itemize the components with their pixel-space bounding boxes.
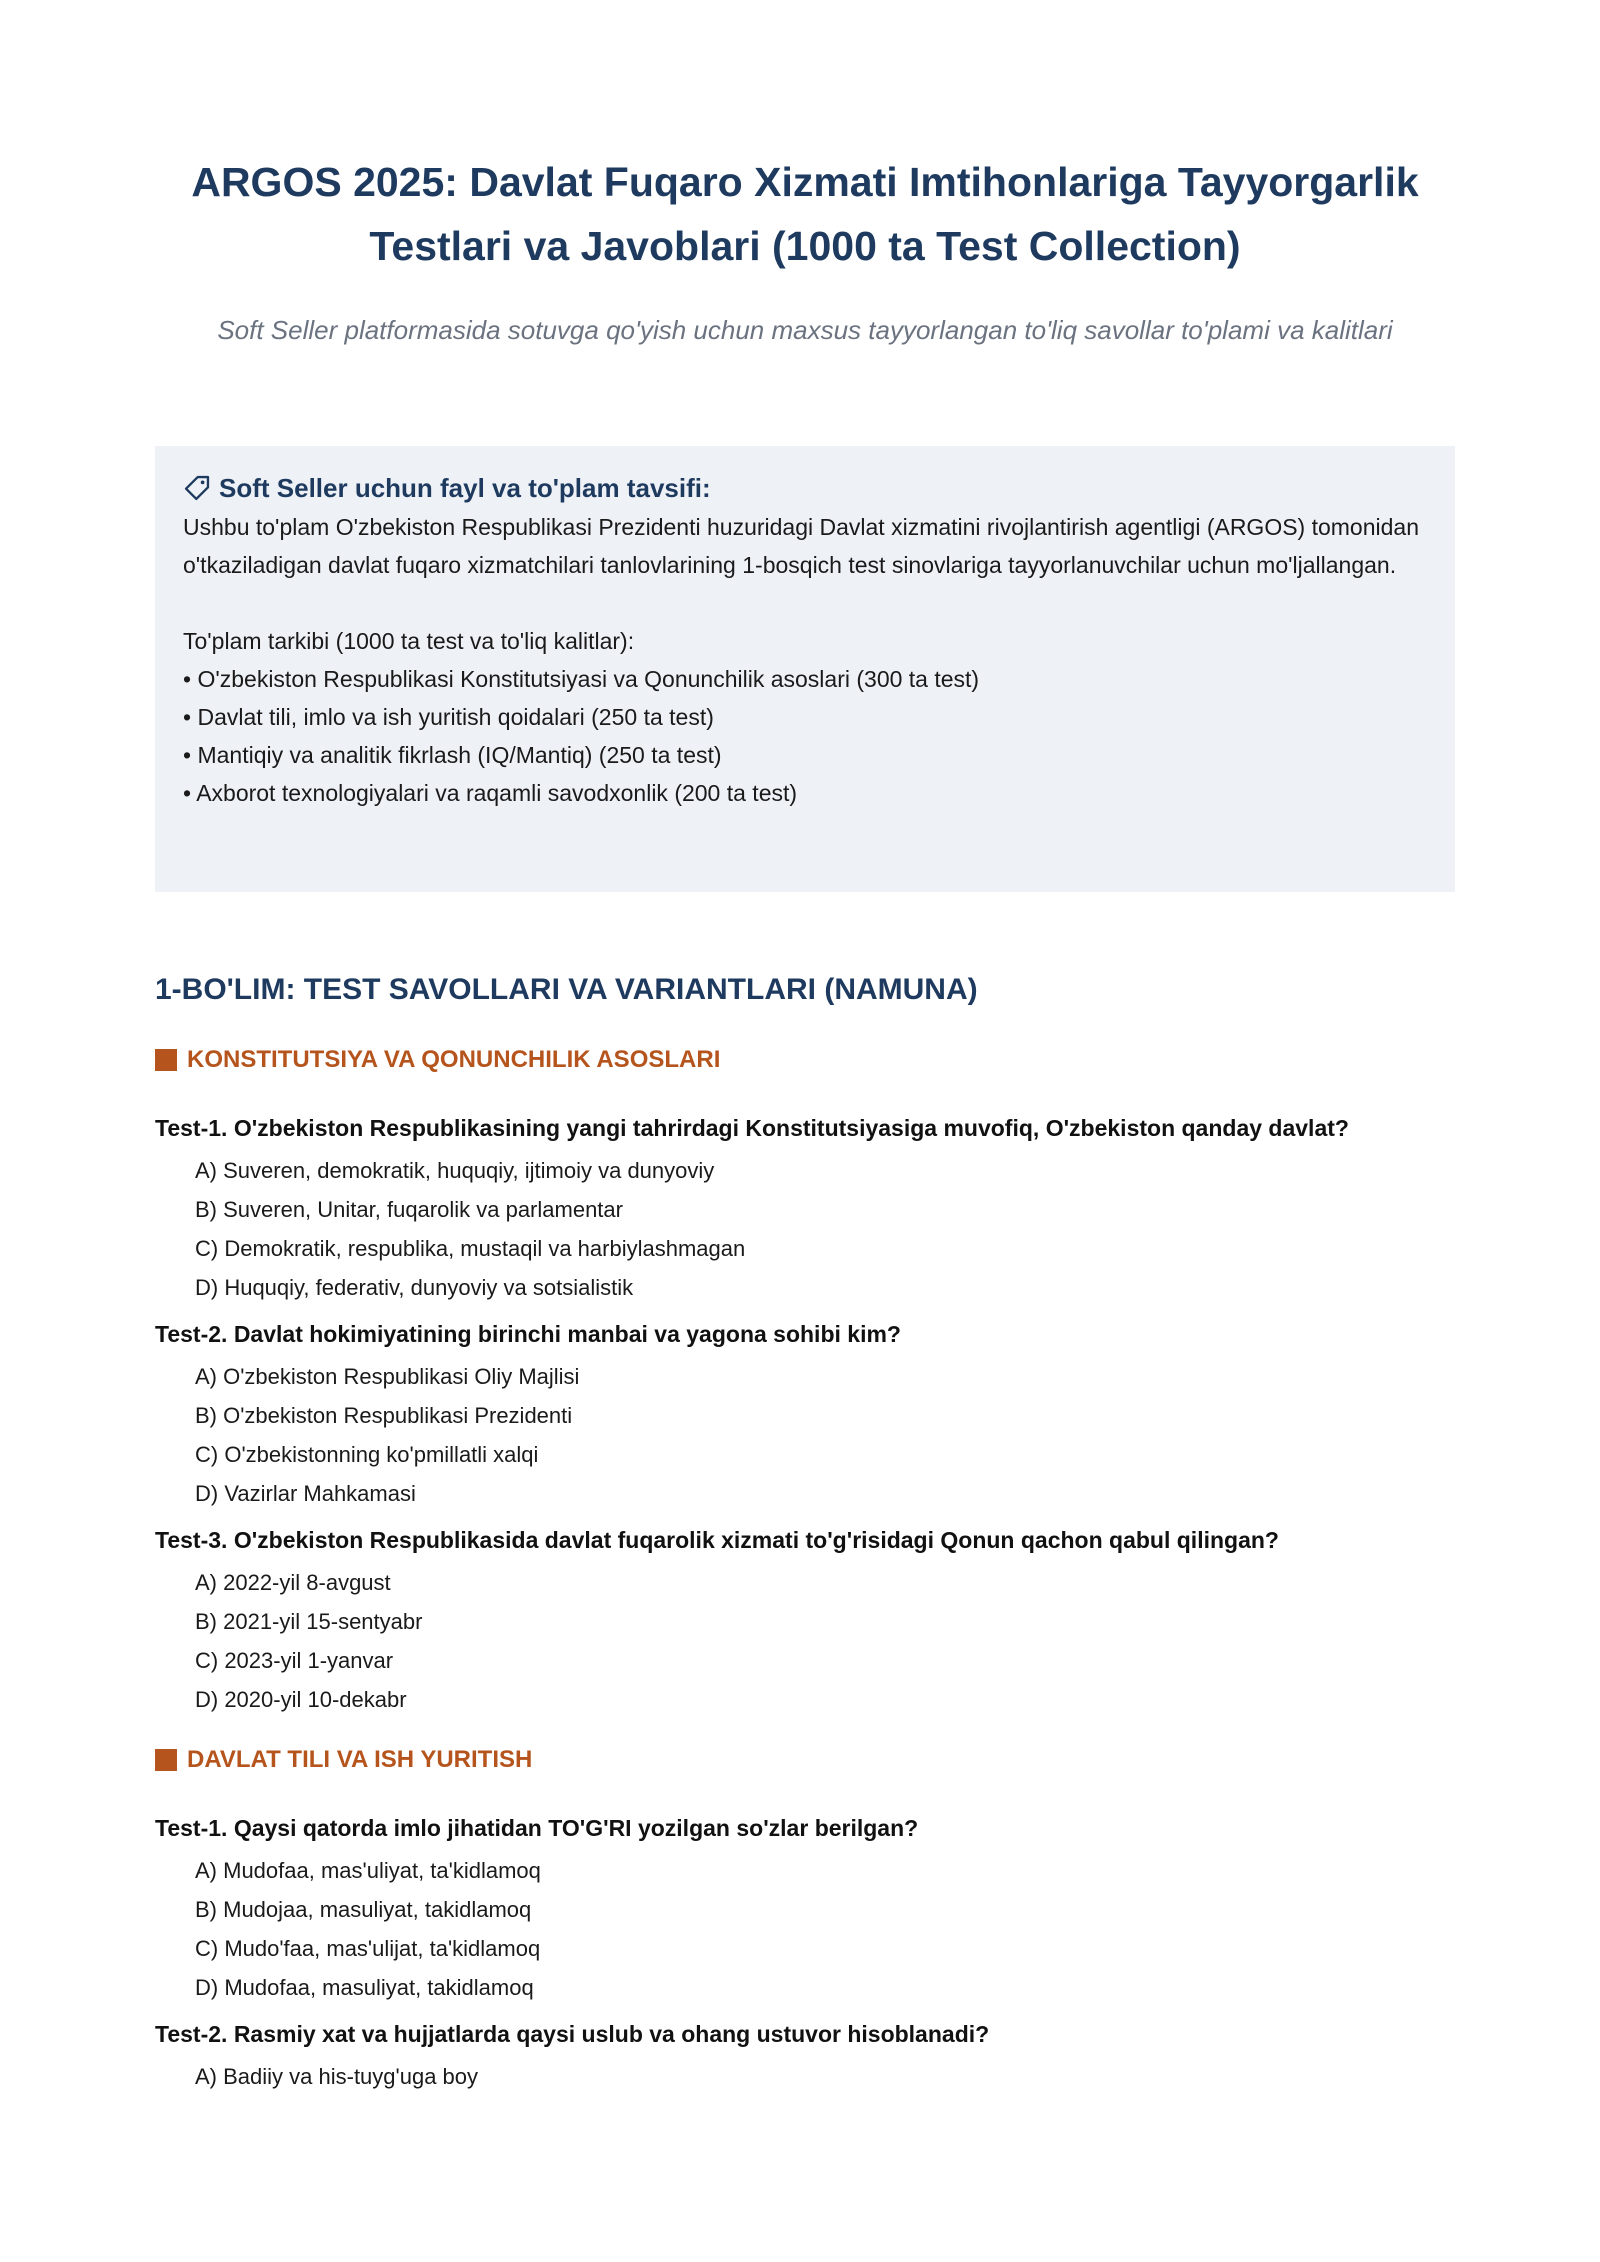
description-text: Ushbu to'plam O'zbekiston Respublikasi Prezidenti huzuridagi Davlat xizmatini rivojlantirish agentligi (ARGOS) tomonidan o'tkaziladigan davlat fuqaro xizmatchilari tanlovlarining 1-bosqich test sinovlariga tayyorlanuvchilar uchun mo'ljallangan. (183, 514, 1420, 578)
category-heading (155, 1042, 720, 1078)
question: Test-2. Davlat hokimiyatining birinchi manbai va yagona sohibi kim? (155, 1321, 901, 1347)
answer-option: C) Mudo'faa, mas'ulijat, ta'kidlamoq (195, 1936, 541, 1961)
answer-option: C) 2023-yil 1-yanvar (195, 1648, 394, 1673)
document-subtitle: Soft Seller platformasida sotuvga qo'yish uchun maxsus tayyorlangan to'liq savollar to'plami va kalitlari (217, 315, 1393, 345)
contents-list (183, 660, 1427, 812)
description-heading (183, 468, 1427, 508)
question: Test-1. O'zbekiston Respublikasining yangi tahrirdagi Konstitutsiyasiga muvofiq, O'zbekiston qanday davlat? (155, 1115, 1349, 1141)
answer-option: C) O'zbekistonning ko'pmillatli xalqi (195, 1442, 539, 1467)
square-bullet-icon (155, 1049, 177, 1071)
answer-option: B) 2021-yil 15-sentyabr (195, 1609, 423, 1634)
tag-icon (183, 474, 211, 502)
description-heading-text: Soft Seller uchun fayl va to'plam tavsifi: (219, 473, 711, 503)
contents-list-item: • O'zbekiston Respublikasi Konstitutsiyasi va Qonunchilik asoslari (300 ta test) (183, 660, 1427, 698)
category-heading (155, 1742, 532, 1778)
answer-option: B) Mudojaa, masuliyat, takidlamoq (195, 1897, 532, 1922)
answer-option: A) O'zbekiston Respublikasi Oliy Majlisi (195, 1364, 580, 1389)
answer-option: D) 2020-yil 10-dekabr (195, 1687, 407, 1712)
category-title: KONSTITUTSIYA VA QONUNCHILIK ASOSLARI (187, 1046, 721, 1073)
square-bullet-icon (155, 1749, 177, 1771)
contents-list-item: • Axborot texnologiyalari va raqamli savodxonlik (200 ta test) (183, 774, 1427, 812)
answer-option: D) Huquqiy, federativ, dunyoviy va sotsialistik (195, 1275, 634, 1300)
description-box (155, 446, 1455, 892)
section-title: 1-BO'LIM: TEST SAVOLLARI VA VARIANTLARI (NAMUNA) (155, 973, 978, 1006)
answer-option: B) Suveren, Unitar, fuqarolik va parlamentar (195, 1197, 623, 1222)
contents-list-item: • Mantiqiy va analitik fikrlash (IQ/Mantiq) (250 ta test) (183, 736, 1427, 774)
category-title: DAVLAT TILI VA ISH YURITISH (187, 1746, 533, 1773)
answer-option: C) Demokratik, respublika, mustaqil va harbiylashmagan (195, 1236, 746, 1261)
document-title: ARGOS 2025: Davlat Fuqaro Xizmati Imtihonlariga Tayyorgarlik Testlari va Javoblari (1000 ta Test Collection) (191, 159, 1419, 269)
contents-label: To'plam tarkibi (1000 ta test va to'liq kalitlar): (183, 628, 635, 654)
contents-list-item: • Davlat tili, imlo va ish yuritish qoidalari (250 ta test) (183, 698, 1427, 736)
answer-option: B) O'zbekiston Respublikasi Prezidenti (195, 1403, 573, 1428)
answer-option: D) Vazirlar Mahkamasi (195, 1481, 416, 1506)
answer-option: A) Suveren, demokratik, huquqiy, ijtimoiy va dunyoviy (195, 1158, 715, 1183)
answer-option: A) Mudofaa, mas'uliyat, ta'kidlamoq (195, 1858, 541, 1883)
answer-option: D) Mudofaa, masuliyat, takidlamoq (195, 1975, 534, 2000)
question: Test-3. O'zbekiston Respublikasida davlat fuqarolik xizmati to'g'risidagi Qonun qachon qabul qilingan? (155, 1527, 1279, 1553)
question: Test-1. Qaysi qatorda imlo jihatidan TO'G'RI yozilgan so'zlar berilgan? (155, 1815, 919, 1841)
answer-option: A) Badiiy va his-tuyg'uga boy (195, 2064, 479, 2089)
question: Test-2. Rasmiy xat va hujjatlarda qaysi uslub va ohang ustuvor hisoblanadi? (155, 2021, 990, 2047)
answer-option: A) 2022-yil 8-avgust (195, 1570, 391, 1595)
